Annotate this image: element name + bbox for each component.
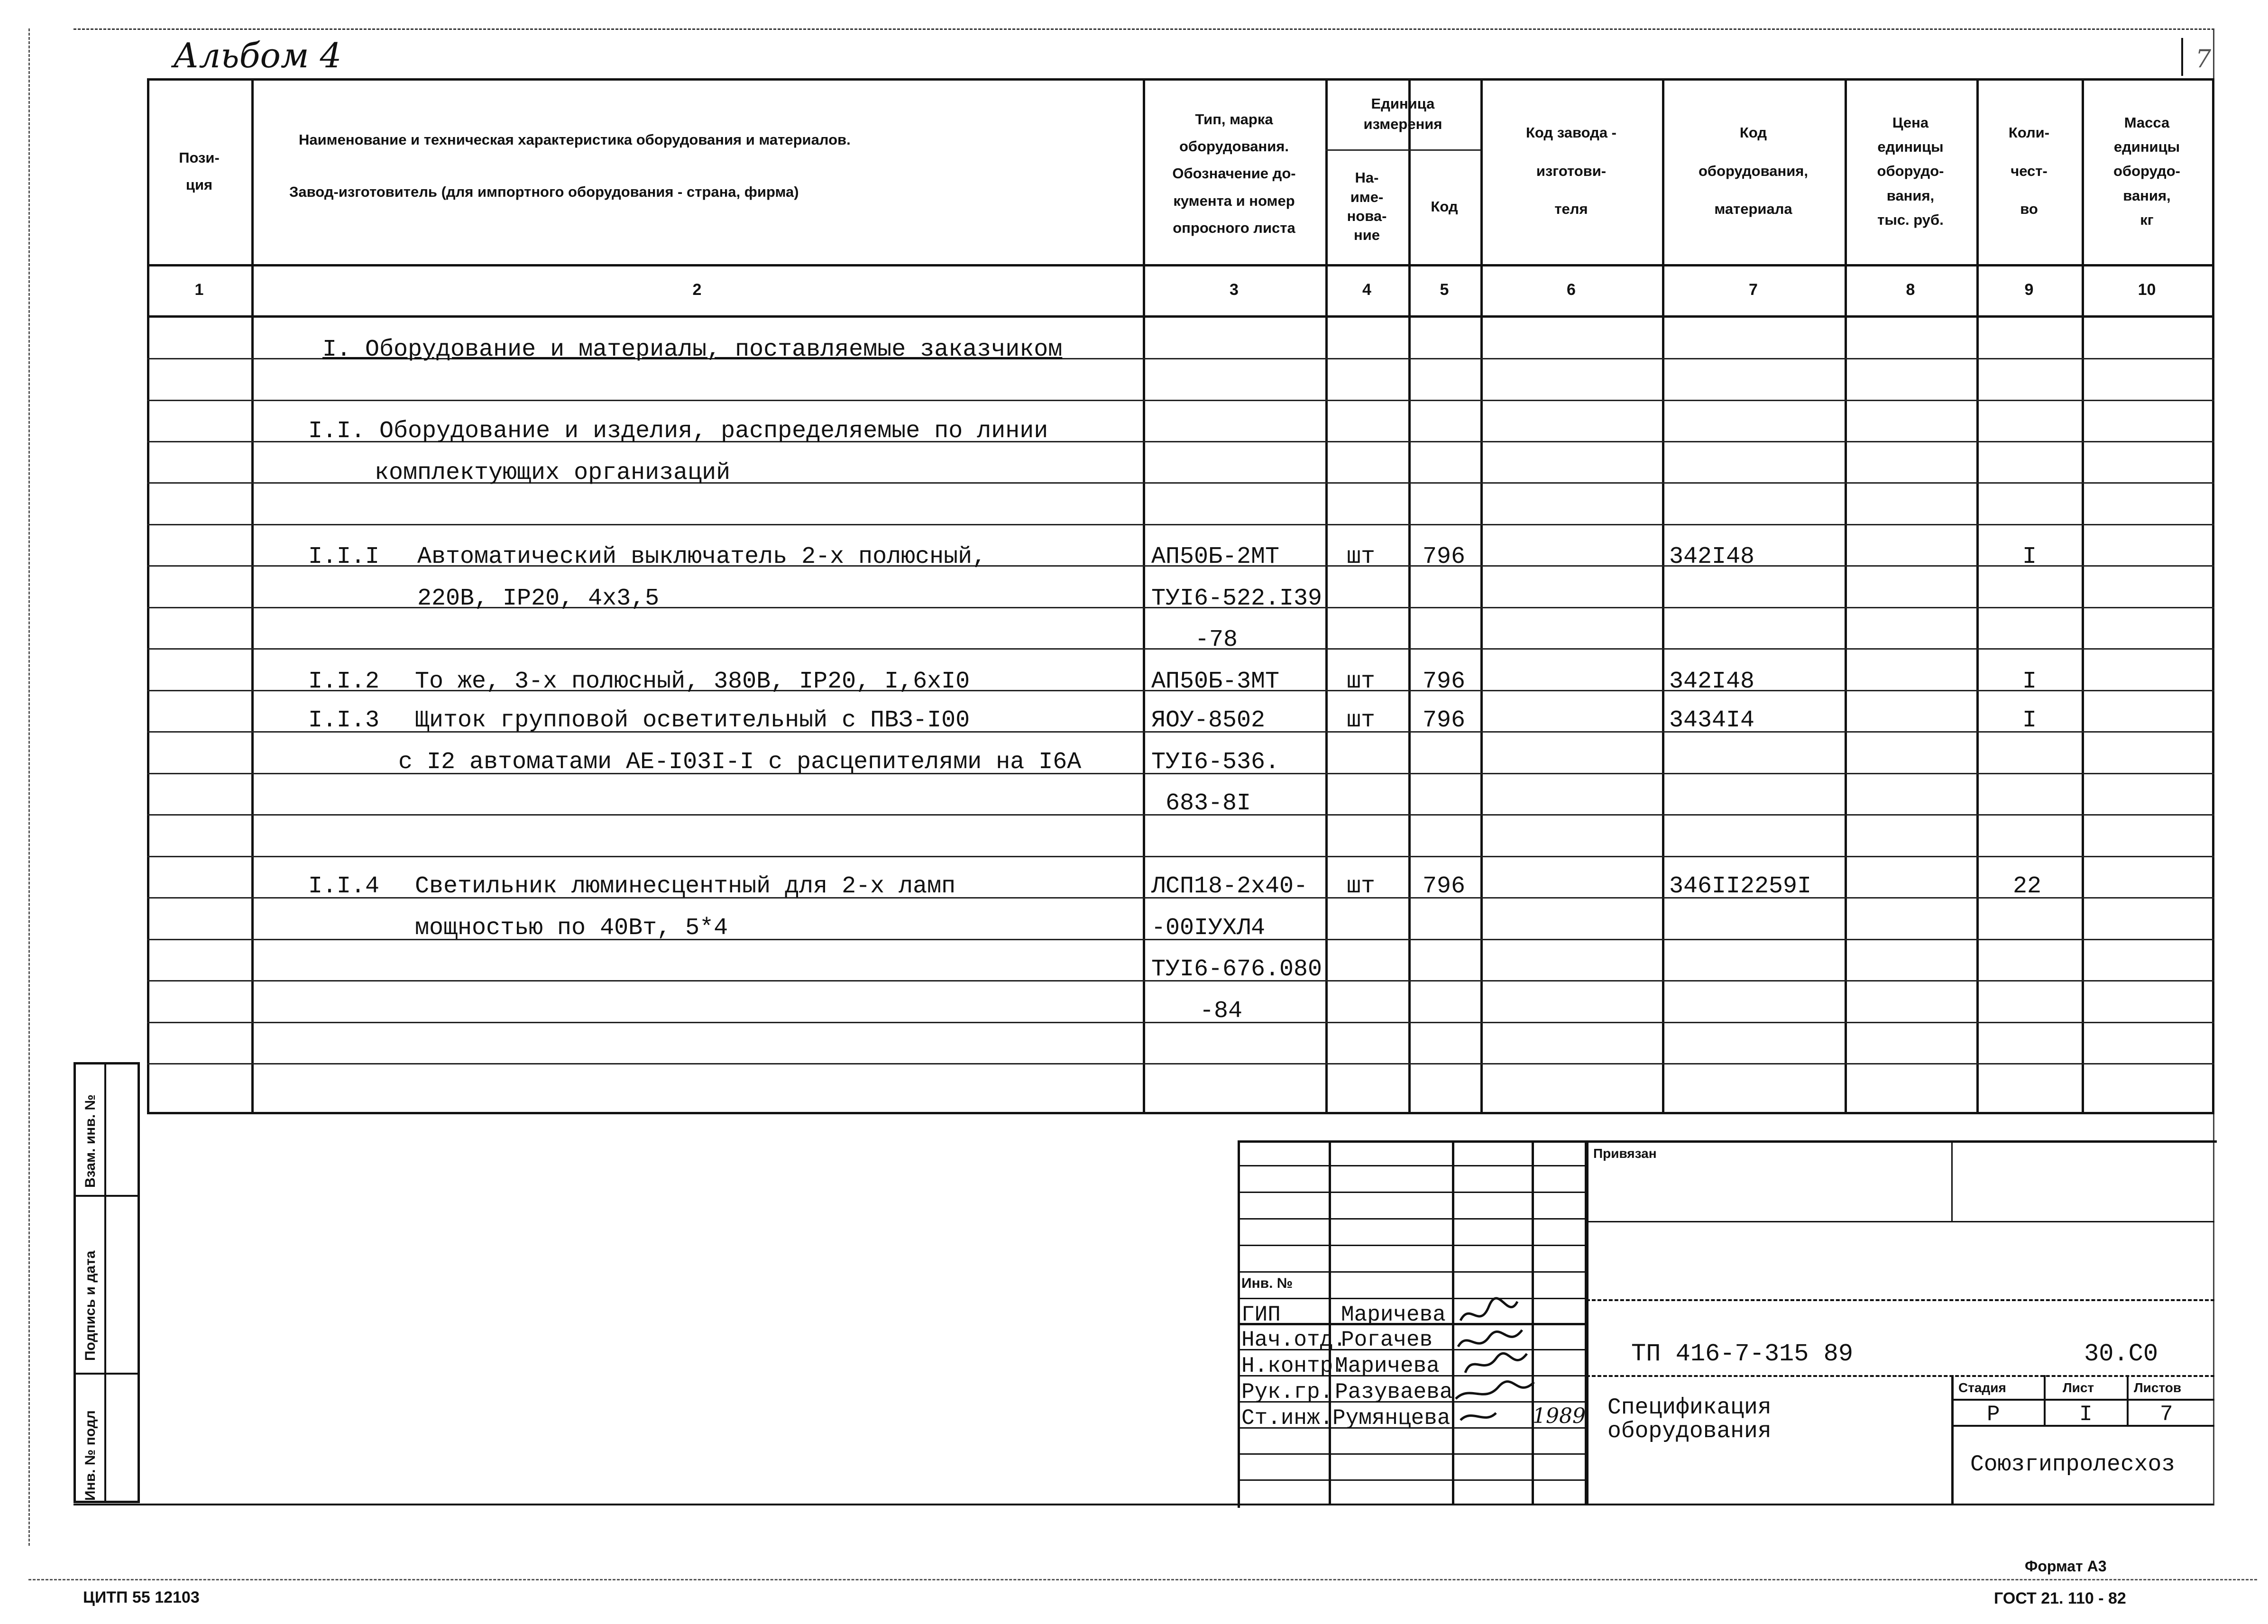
section-1-heading: I. Оборудование и материалы, поставляемые заказчиком bbox=[322, 336, 1063, 363]
sheets-label: Листов bbox=[2134, 1380, 2182, 1395]
item-name-line2: мощностью по 40Вт, 5*4 bbox=[415, 915, 728, 942]
item-type-line3: ТУI6-676.080 bbox=[1151, 956, 1322, 983]
item-quantity: 22 bbox=[2013, 873, 2042, 900]
item-unit-code: 796 bbox=[1423, 707, 1466, 734]
item-type-line3: -78 bbox=[1195, 626, 1238, 653]
header-unit-group: Единица измерения bbox=[1363, 95, 1442, 132]
item-type-line4: -84 bbox=[1200, 998, 1243, 1025]
item-material-code: 346II2259I bbox=[1669, 873, 1812, 900]
strip-original-inv: Инв. № подл bbox=[83, 1410, 98, 1501]
doc-suffix: 30.С0 bbox=[2084, 1340, 2158, 1368]
header-unit-code: Код bbox=[1431, 198, 1458, 215]
role-label: Ст.инж. bbox=[1241, 1406, 1333, 1431]
corner-bracket bbox=[2181, 38, 2183, 76]
item-type-line1: ЛСП18-2х40- bbox=[1151, 873, 1308, 900]
item-type-line2: ТУI6-522.I39 bbox=[1151, 585, 1322, 612]
item-name-line2: с I2 автоматами АЕ-I03I-I с расцепителями на I6А bbox=[398, 749, 1082, 776]
stage-label: Стадия bbox=[1958, 1380, 2006, 1395]
item-position: I.I.2 bbox=[308, 668, 380, 695]
item-type-line1: АП50Б-3МТ bbox=[1151, 668, 1280, 695]
item-unit: шт bbox=[1347, 543, 1376, 570]
colnum-8: 8 bbox=[1906, 280, 1915, 299]
item-unit-code: 796 bbox=[1423, 873, 1466, 900]
item-name-line1: Автоматический выключатель 2-х полюсный, bbox=[417, 543, 987, 570]
item-unit-code: 796 bbox=[1423, 543, 1466, 570]
header-material-code: Код оборудования, материала bbox=[1698, 124, 1808, 218]
doc-title-line2: оборудования bbox=[1607, 1419, 1772, 1444]
sheets-value: 7 bbox=[2160, 1402, 2173, 1427]
header-unit-mass: Масса единицы оборудо- вания, кг bbox=[2113, 114, 2180, 228]
item-position: I.I.3 bbox=[308, 707, 380, 734]
header-manufacturer-code: Код завода - изготови- теля bbox=[1525, 124, 1616, 218]
strip-replaced-inv: Взам. инв. № bbox=[83, 1094, 98, 1188]
sheet-corner-number: 7 bbox=[2195, 45, 2212, 73]
item-type-line1: АП50Б-2МТ bbox=[1151, 543, 1280, 570]
item-unit: шт bbox=[1347, 707, 1376, 734]
role-label: ГИП bbox=[1241, 1303, 1281, 1327]
person-name: Разуваева bbox=[1335, 1380, 1453, 1404]
person-name: Маричева bbox=[1335, 1354, 1440, 1378]
item-unit-code: 796 bbox=[1423, 668, 1466, 695]
header-quantity: Коли- чест- во bbox=[2008, 124, 2050, 218]
item-type-line2: ТУI6-536. bbox=[1151, 749, 1280, 776]
item-quantity: I bbox=[2022, 543, 2037, 570]
person-name: Румянцева bbox=[1332, 1406, 1451, 1431]
stage-value: Р bbox=[1987, 1402, 2000, 1427]
specification-table bbox=[147, 78, 2214, 1114]
colnum-5: 5 bbox=[1440, 280, 1449, 299]
item-name-line1: То же, 3-х полюсный, 380В, IP20, I,6хI0 bbox=[415, 668, 970, 695]
item-quantity: I bbox=[2022, 707, 2037, 734]
doc-code: ТП 416-7-315 89 bbox=[1631, 1340, 1854, 1368]
colnum-1: 1 bbox=[194, 280, 204, 299]
item-name-line1: Щиток групповой осветительный с ПВЗ-I00 bbox=[415, 707, 970, 734]
item-unit: шт bbox=[1347, 873, 1376, 900]
colnum-4: 4 bbox=[1362, 280, 1371, 299]
item-type-line1: ЯОУ-8502 bbox=[1151, 707, 1266, 734]
colnum-7: 7 bbox=[1749, 280, 1758, 299]
colnum-2: 2 bbox=[692, 280, 702, 299]
person-name: Рогачев bbox=[1341, 1328, 1433, 1352]
item-type-line2: -00IУХЛ4 bbox=[1151, 915, 1266, 942]
item-material-code: 342I48 bbox=[1669, 668, 1755, 695]
left-stamp-strip bbox=[73, 1062, 140, 1503]
person-name: Маричева bbox=[1341, 1303, 1446, 1327]
item-material-code: 342I48 bbox=[1669, 543, 1755, 570]
year-handwritten: 1989 bbox=[1533, 1404, 1586, 1428]
title-block bbox=[1238, 1140, 2214, 1505]
header-type: Тип, марка оборудования. Обозначение до- кумента и номер опросного листа bbox=[1172, 110, 1296, 237]
role-label: Н.контр. bbox=[1241, 1354, 1346, 1378]
header-unit-name: На- име- нова- ние bbox=[1347, 169, 1387, 244]
item-position: I.I.4 bbox=[308, 873, 380, 900]
attached-label: Привязан bbox=[1593, 1146, 1657, 1161]
strip-signature-date: Подпись и дата bbox=[83, 1250, 98, 1361]
section-1-1-heading-line2: комплектующих организаций bbox=[375, 459, 731, 486]
colnum-6: 6 bbox=[1567, 280, 1576, 299]
bottom-trim-line bbox=[28, 1579, 2257, 1580]
role-label: Нач.отд. bbox=[1241, 1328, 1346, 1352]
frame-left-edge bbox=[28, 28, 30, 1546]
doc-title-line1: Спецификация bbox=[1607, 1395, 1772, 1421]
colnum-10: 10 bbox=[2138, 280, 2156, 299]
album-label: Альбом 4 bbox=[173, 36, 342, 75]
colnum-3: 3 bbox=[1230, 280, 1239, 299]
header-name-line1: Наименование и техническая характеристика оборудования и материалов. bbox=[299, 131, 851, 148]
item-quantity: I bbox=[2022, 668, 2037, 695]
item-name-line2: 220В, IP20, 4х3,5 bbox=[417, 585, 660, 612]
item-type-line3: 683-8I bbox=[1166, 790, 1251, 817]
sheet-value: I bbox=[2079, 1402, 2093, 1427]
inv-number-label: Инв. № bbox=[1241, 1275, 1293, 1291]
header-name-line2: Завод-изготовитель (для импортного оборудования - страна, фирма) bbox=[289, 184, 799, 201]
footer-gost: ГОСТ 21. 110 - 82 bbox=[1994, 1589, 2126, 1607]
footer-format: Формат А3 bbox=[2025, 1558, 2107, 1575]
role-label: Рук.гр. bbox=[1241, 1380, 1333, 1404]
colnum-9: 9 bbox=[2024, 280, 2034, 299]
item-unit: шт bbox=[1347, 668, 1376, 695]
header-unit-price: Цена единицы оборудо- вания, тыс. руб. bbox=[1877, 114, 1944, 228]
footer-left-code: ЦИТП 55 12103 bbox=[83, 1588, 200, 1606]
header-position: Пози- ция bbox=[179, 149, 220, 193]
sheet-label: Лист bbox=[2063, 1380, 2094, 1395]
organization-name: Союзгипролесхоз bbox=[1970, 1452, 2176, 1477]
item-material-code: 3434I4 bbox=[1669, 707, 1755, 734]
item-name-line1: Светильник люминесцентный для 2-х ламп bbox=[415, 873, 956, 900]
item-position: I.I.I bbox=[308, 543, 380, 570]
section-1-1-heading-line1: I.I. Оборудование и изделия, распределяемые по линии bbox=[308, 418, 1048, 445]
